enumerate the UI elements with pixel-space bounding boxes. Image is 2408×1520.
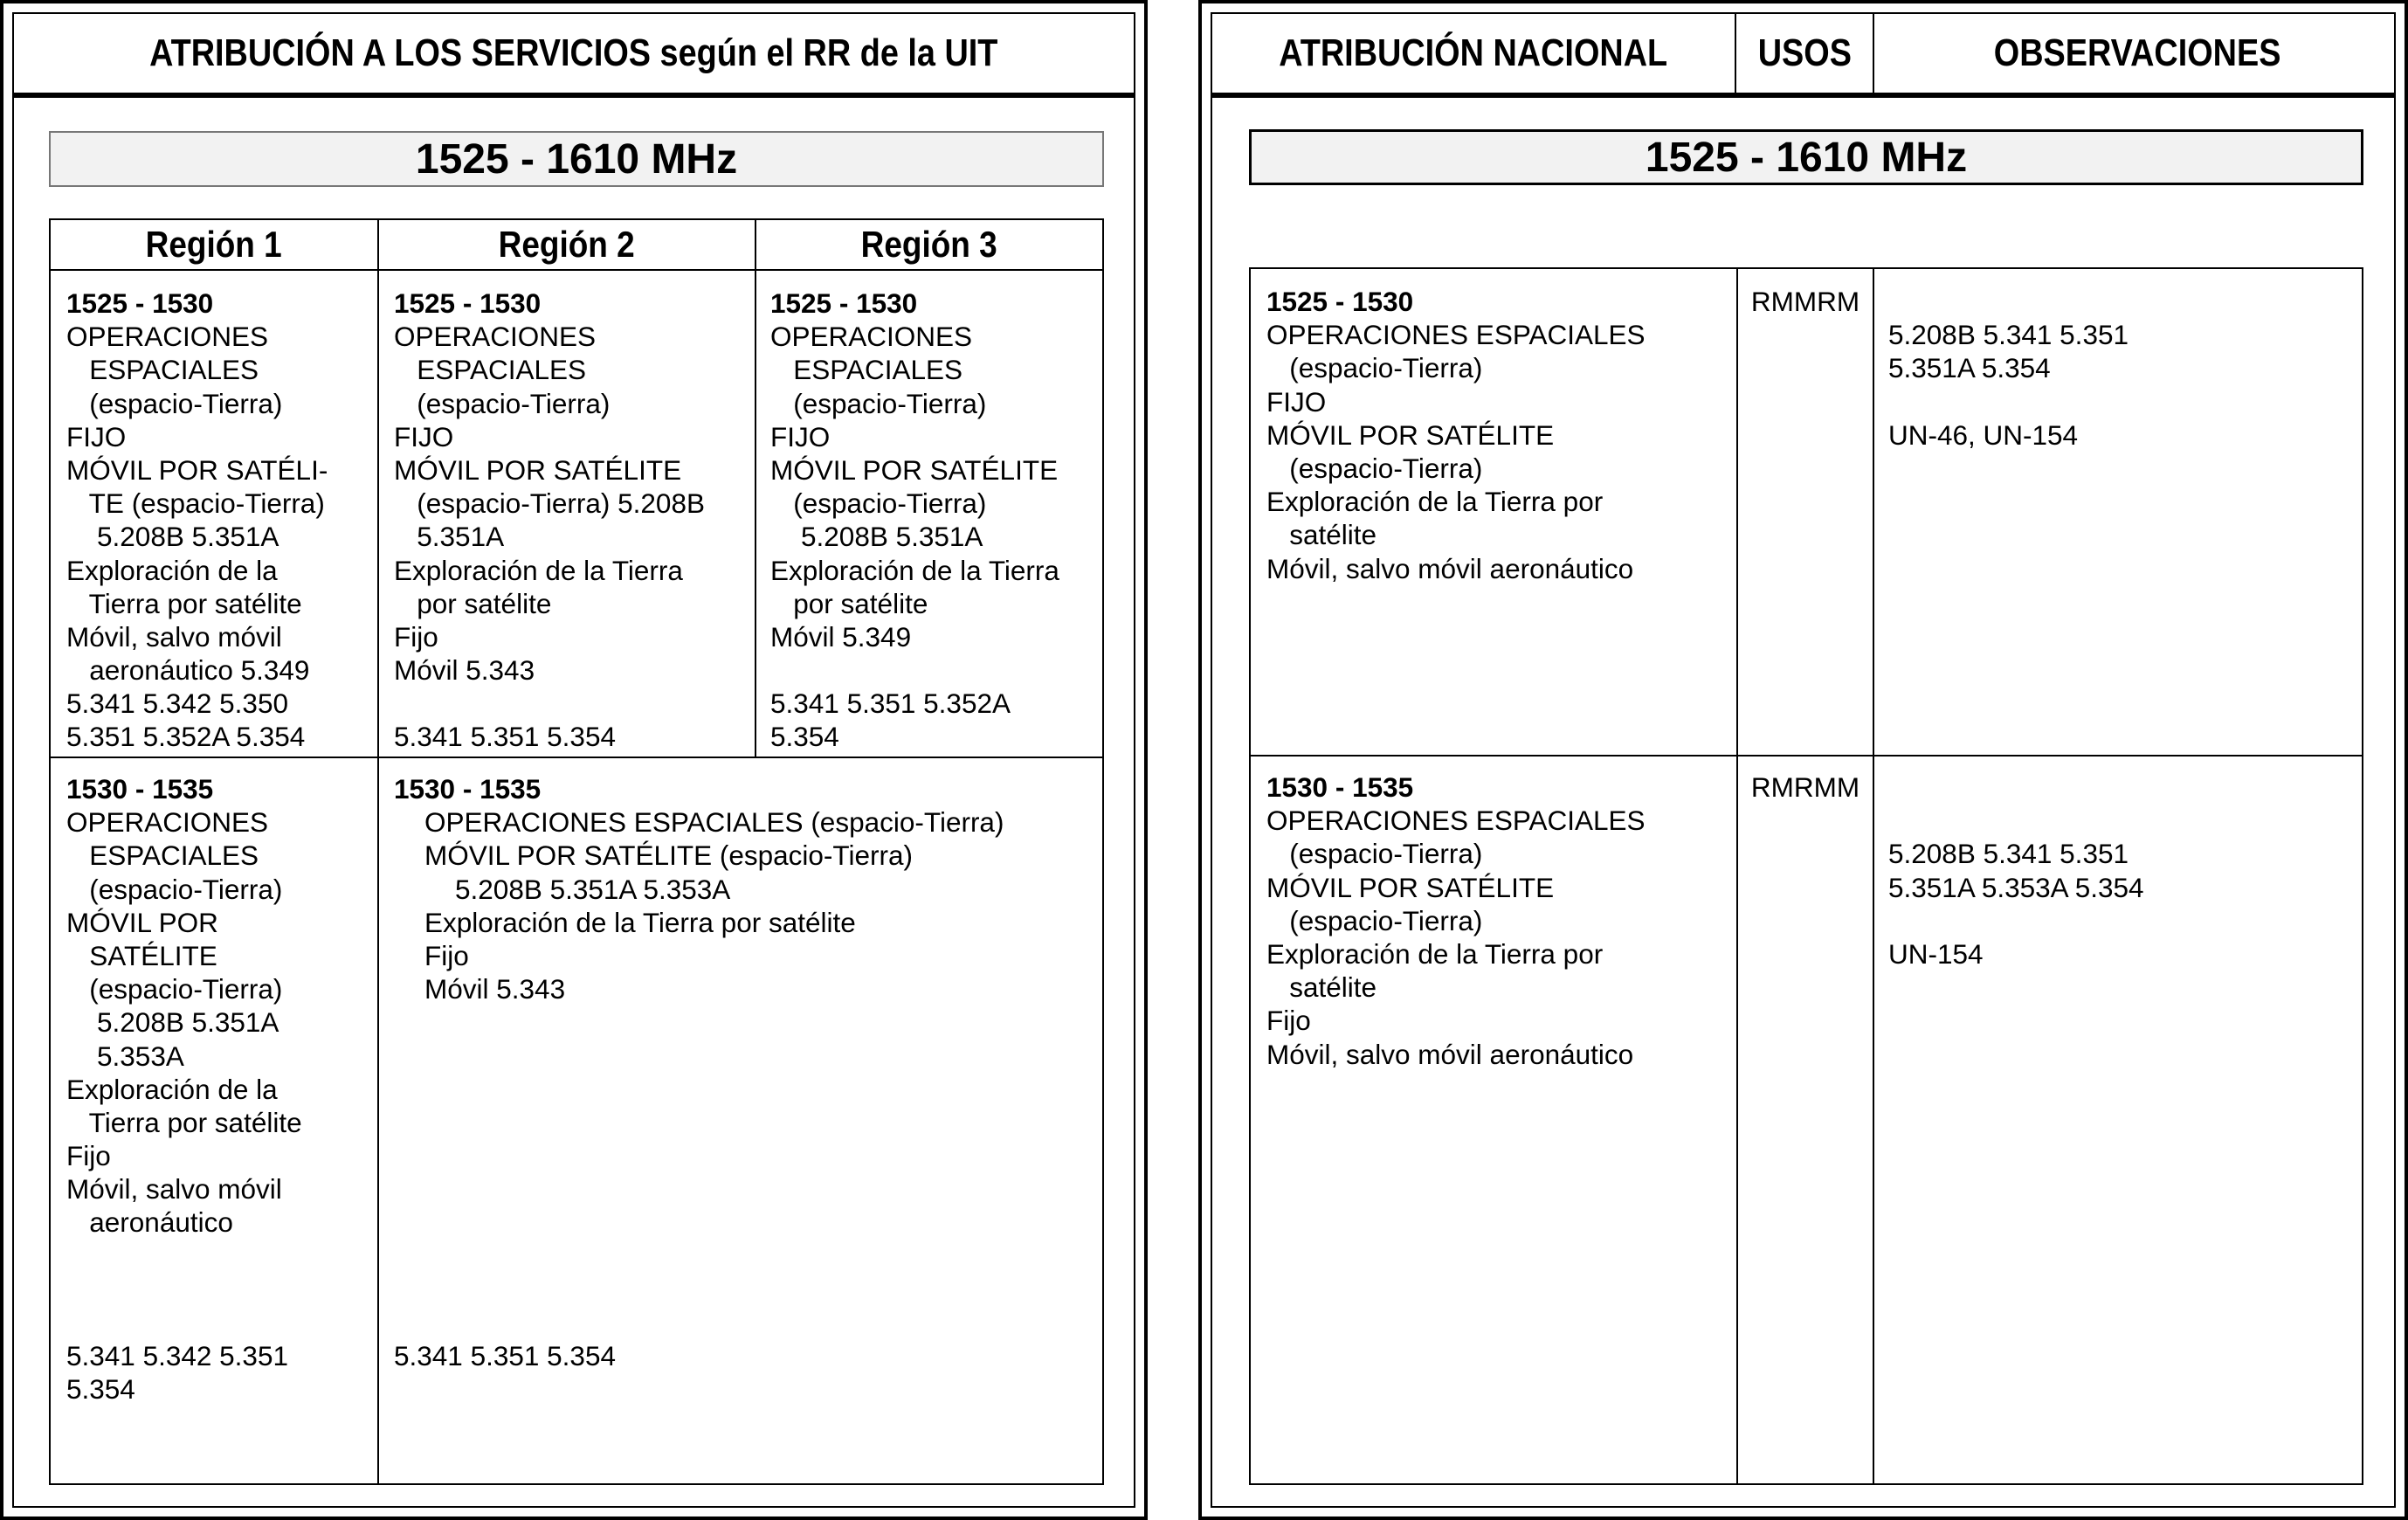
national-col-divider-1 bbox=[1736, 269, 1738, 1483]
text-line: (espacio-Tierra) bbox=[770, 387, 987, 419]
text-line: 5.208B 5.351A 5.353A bbox=[394, 873, 731, 905]
text-line: satélite bbox=[1266, 519, 1377, 551]
text-line: 5.208B 5.351A bbox=[66, 521, 279, 553]
text-line: 5.354 bbox=[66, 1373, 135, 1406]
text-line: 5.208B 5.341 5.351 bbox=[1888, 838, 2129, 870]
text-line: M bbox=[1836, 771, 1860, 803]
text-line: 5.351A bbox=[394, 521, 505, 553]
text-line: FIJO bbox=[1266, 385, 1327, 418]
left-band-text: 1525 - 1610 MHz bbox=[415, 135, 738, 183]
national-row-divider bbox=[1251, 755, 2362, 757]
text-line: R bbox=[1793, 771, 1814, 803]
text-line: 1530 - 1535 bbox=[1266, 771, 1414, 803]
text-line: 5.208B 5.341 5.351 bbox=[1888, 319, 2129, 351]
national-row1-usos bbox=[1738, 285, 1873, 318]
itu-allocation-panel bbox=[0, 0, 1148, 1520]
national-allocation-panel bbox=[1198, 0, 2408, 1520]
text-line: Fijo bbox=[1266, 1005, 1311, 1037]
text-line: ESPACIALES bbox=[394, 354, 587, 386]
text-line: MÓVIL POR SATÉLITE bbox=[1266, 418, 1555, 451]
text-line: Fijo bbox=[66, 1140, 111, 1172]
text-line bbox=[770, 653, 1059, 687]
text-line: 5.351A 5.354 bbox=[1888, 352, 2051, 384]
text-line: Exploración de la Tierra por bbox=[1266, 937, 1604, 970]
left-band-title bbox=[49, 131, 1104, 187]
text-line: 1525 - 1530 bbox=[394, 287, 542, 319]
text-line: ESPACIALES bbox=[66, 839, 259, 872]
text-line bbox=[394, 1273, 1004, 1306]
national-row2-observaciones bbox=[1888, 770, 2144, 971]
text-line: MÓVIL POR SATÉLITE bbox=[770, 453, 1059, 486]
text-line: M bbox=[1770, 771, 1794, 803]
row2-region1-cell bbox=[66, 772, 302, 1406]
itu-allocation-frame bbox=[12, 12, 1135, 1508]
col-divider-2 bbox=[755, 220, 756, 757]
text-line: 5.351A 5.353A 5.354 bbox=[1888, 871, 2144, 903]
text-line: MÓVIL POR SATÉLI- bbox=[66, 453, 328, 486]
text-line: por satélite bbox=[770, 587, 928, 619]
text-line bbox=[66, 1306, 302, 1339]
text-line: (espacio-Tierra) bbox=[66, 973, 283, 1005]
text-line: Exploración de la bbox=[66, 1073, 278, 1105]
text-line: (espacio-Tierra) bbox=[1266, 838, 1483, 870]
text-line: Móvil 5.349 bbox=[770, 620, 912, 653]
text-line: Móvil, salvo móvil bbox=[66, 620, 282, 653]
text-line bbox=[1888, 770, 2144, 804]
text-line: 5.341 5.351 5.352A bbox=[770, 687, 1011, 720]
text-line: 1530 - 1535 bbox=[394, 773, 542, 805]
text-line: 5.341 5.342 5.350 bbox=[66, 687, 288, 720]
text-line: 5.354 bbox=[770, 721, 839, 753]
text-line: M bbox=[1770, 286, 1794, 317]
text-line: Exploración de la Tierra bbox=[770, 554, 1059, 586]
itu-panel-title-text: ATRIBUCIÓN A LOS SERVICIOS según el RR de la UIT bbox=[149, 31, 998, 74]
text-line: 1525 - 1530 bbox=[66, 287, 214, 319]
text-line: (espacio-Tierra) bbox=[1266, 352, 1483, 384]
text-line: 5.351 5.352A 5.354 bbox=[66, 721, 306, 753]
text-line: (espacio-Tierra) bbox=[770, 487, 987, 520]
text-line bbox=[1888, 804, 2144, 837]
text-line bbox=[394, 1240, 1004, 1273]
text-line: 1530 - 1535 bbox=[66, 773, 214, 805]
text-line bbox=[394, 687, 705, 720]
region-1-header: Región 1 bbox=[145, 224, 283, 265]
region-header-divider bbox=[51, 269, 1102, 271]
text-line: 5.208B 5.351A bbox=[66, 1006, 279, 1039]
national-col-divider-2 bbox=[1873, 269, 1874, 1483]
text-line bbox=[394, 1139, 1004, 1172]
text-line: Tierra por satélite bbox=[66, 587, 302, 619]
text-line bbox=[1888, 904, 2144, 937]
text-line bbox=[394, 1172, 1004, 1206]
text-line: 5.341 5.351 5.354 bbox=[394, 1340, 616, 1372]
national-table bbox=[1249, 267, 2363, 1485]
text-line: Móvil 5.343 bbox=[394, 654, 535, 687]
text-line: FIJO bbox=[66, 420, 127, 453]
text-line: OPERACIONES ESPACIALES bbox=[1266, 805, 1646, 837]
national-allocation-frame bbox=[1211, 12, 2396, 1508]
text-line: aeronáutico 5.349 bbox=[66, 654, 310, 687]
text-line: 5.208B 5.351A bbox=[770, 521, 983, 553]
text-line: OPERACIONES ESPACIALES bbox=[1266, 319, 1646, 351]
text-line: MÓVIL POR bbox=[66, 906, 218, 938]
text-line: 1525 - 1530 bbox=[770, 287, 918, 319]
text-line: 5.341 5.351 5.354 bbox=[394, 721, 616, 753]
national-row1-atribucion bbox=[1266, 285, 1646, 585]
text-line: R bbox=[1817, 286, 1837, 317]
text-line: Exploración de la Tierra por bbox=[1266, 486, 1604, 518]
text-line: (espacio-Tierra) bbox=[66, 873, 283, 905]
text-line: OPERACIONES bbox=[770, 321, 973, 353]
text-line: OPERACIONES ESPACIALES (espacio-Tierra) bbox=[394, 806, 1004, 839]
text-line: R bbox=[1750, 286, 1771, 317]
text-line bbox=[1888, 285, 2129, 318]
text-line bbox=[394, 1073, 1004, 1106]
text-line: (espacio-Tierra) 5.208B bbox=[394, 487, 705, 520]
text-line: Móvil, salvo móvil aeronáutico bbox=[1266, 1038, 1634, 1070]
text-line: OPERACIONES bbox=[66, 806, 269, 839]
text-line bbox=[1888, 385, 2129, 418]
header-observaciones: OBSERVACIONES bbox=[1994, 31, 2281, 74]
national-header-row bbox=[1212, 14, 2394, 98]
text-line: SATÉLITE bbox=[66, 939, 217, 971]
national-row2-atribucion bbox=[1266, 770, 1646, 1071]
text-line bbox=[66, 1240, 302, 1273]
text-line: ESPACIALES bbox=[66, 354, 259, 386]
text-line: ESPACIALES bbox=[770, 354, 963, 386]
text-line: MÓVIL POR SATÉLITE (espacio-Tierra) bbox=[394, 839, 913, 872]
text-line: satélite bbox=[1266, 971, 1377, 1004]
header-atribucion-nacional: ATRIBUCIÓN NACIONAL bbox=[1279, 31, 1668, 74]
right-band-text: 1525 - 1610 MHz bbox=[1645, 134, 1968, 181]
national-row2-usos bbox=[1738, 770, 1873, 804]
row1-region1-cell bbox=[66, 287, 328, 754]
text-line: 5.353A bbox=[66, 1040, 184, 1072]
text-line bbox=[394, 1040, 1004, 1073]
text-line bbox=[394, 1106, 1004, 1139]
col-divider-1 bbox=[377, 220, 379, 1483]
text-line: 5.341 5.342 5.351 bbox=[66, 1340, 288, 1372]
text-line: Exploración de la Tierra por satélite bbox=[394, 906, 856, 938]
text-line bbox=[394, 1005, 1004, 1039]
text-line: FIJO bbox=[770, 420, 831, 453]
text-line: Móvil, salvo móvil bbox=[66, 1173, 282, 1206]
text-line: R bbox=[1750, 771, 1771, 803]
text-line: FIJO bbox=[394, 420, 454, 453]
text-line: por satélite bbox=[394, 587, 552, 619]
text-line: (espacio-Tierra) bbox=[1266, 904, 1483, 936]
row-divider-1 bbox=[51, 757, 1102, 758]
text-line: (espacio-Tierra) bbox=[394, 387, 611, 419]
text-line: (espacio-Tierra) bbox=[66, 387, 283, 419]
text-line: MÓVIL POR SATÉLITE bbox=[1266, 871, 1555, 903]
text-line: Fijo bbox=[394, 939, 469, 971]
text-line bbox=[394, 1306, 1004, 1339]
national-row1-observaciones bbox=[1888, 285, 2129, 452]
text-line: MÓVIL POR SATÉLITE bbox=[394, 453, 682, 486]
text-line: Exploración de la Tierra bbox=[394, 554, 683, 586]
row1-region2-cell bbox=[394, 287, 705, 754]
text-line: M bbox=[1793, 286, 1818, 317]
row1-region3-cell bbox=[770, 287, 1059, 754]
itu-panel-title bbox=[14, 14, 1134, 98]
text-line: Tierra por satélite bbox=[66, 1106, 302, 1138]
text-line: OPERACIONES bbox=[66, 321, 269, 353]
text-line bbox=[394, 1206, 1004, 1239]
text-line: Móvil 5.343 bbox=[394, 973, 566, 1005]
right-band-title bbox=[1249, 129, 2363, 185]
text-line: aeronáutico bbox=[66, 1206, 233, 1239]
region-3-header: Región 3 bbox=[860, 224, 998, 265]
text-line: 1525 - 1530 bbox=[1266, 286, 1414, 317]
text-line: OPERACIONES bbox=[394, 321, 597, 353]
text-line: UN-154 bbox=[1888, 937, 1984, 970]
text-line: Fijo bbox=[394, 620, 438, 653]
text-line bbox=[66, 1273, 302, 1306]
text-line: (espacio-Tierra) bbox=[1266, 452, 1483, 484]
text-line: TE (espacio-Tierra) bbox=[66, 487, 325, 520]
row2-region23-cell bbox=[394, 772, 1004, 1372]
text-line: Móvil, salvo móvil aeronáutico bbox=[1266, 552, 1634, 584]
text-line: M bbox=[1813, 771, 1837, 803]
region-2-header: Región 2 bbox=[498, 224, 636, 265]
text-line: M bbox=[1836, 286, 1860, 317]
text-line: UN-46, UN-154 bbox=[1888, 418, 2079, 451]
text-line: Exploración de la bbox=[66, 554, 278, 586]
region-table bbox=[49, 218, 1104, 1485]
header-usos: USOS bbox=[1757, 31, 1852, 74]
